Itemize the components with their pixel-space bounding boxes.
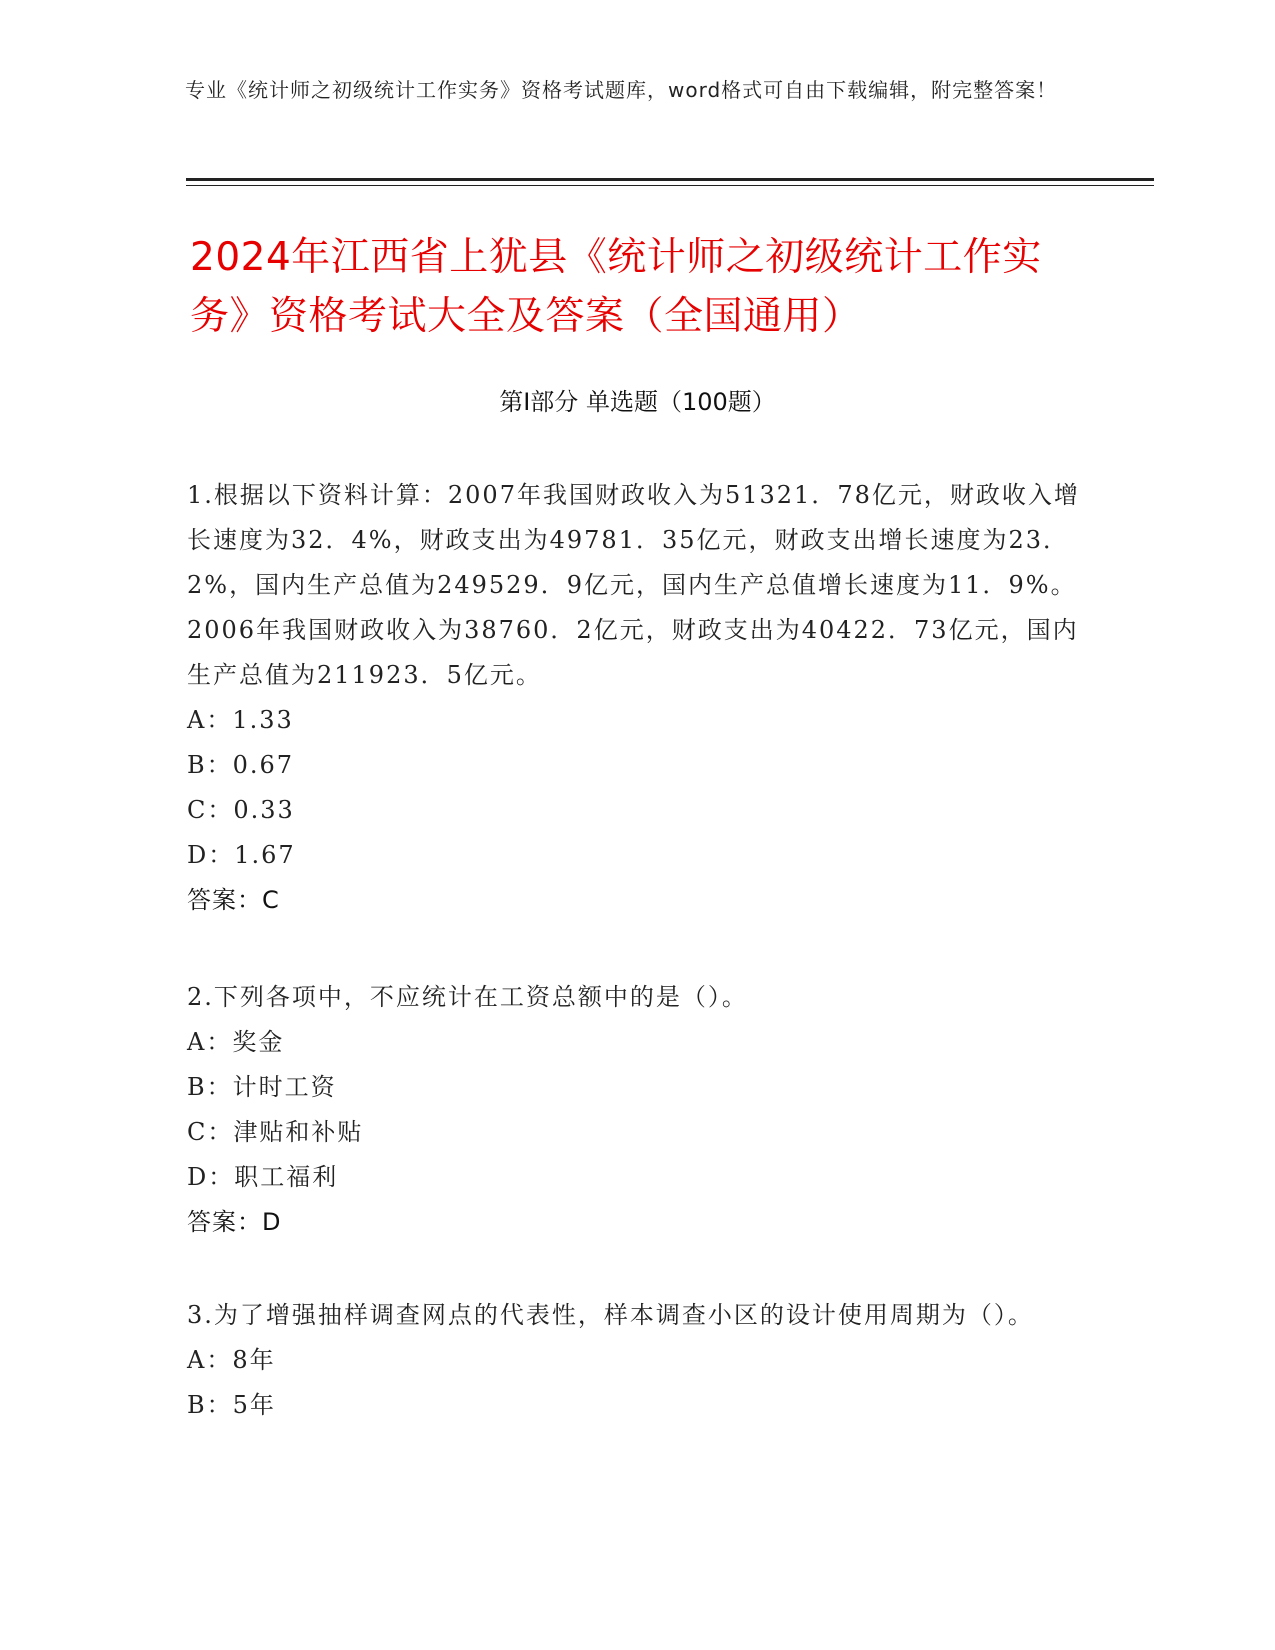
option-d: D：职工福利 bbox=[187, 1163, 339, 1191]
document-title: 2024年江西省上犹县《统计师之初级统计工作实务》资格考试大全及答案（全国通用） bbox=[190, 235, 1042, 339]
option-b: B：5年 bbox=[187, 1391, 276, 1419]
header-divider-thin bbox=[186, 185, 1154, 186]
question-text: 1.根据以下资料计算：2007年我国财政收入为51321．78亿元，财政收入增长速度为32．4%，财政支出为49781．35亿元，财政支出增长速度为23．2%，国内生产总值为249529．9亿元，国内生产总值增长速度为11．9%。2006年我国财政收入为38760．2亿元，财政支出为40422．73亿元，国内生产总值为211923．5亿元。 bbox=[187, 481, 1080, 689]
question-text: 3.为了增强抽样调查网点的代表性，样本调查小区的设计使用周期为（）。 bbox=[187, 1301, 1034, 1329]
option-c: C：0.33 bbox=[187, 796, 295, 824]
answer-label: 答案：D bbox=[187, 1208, 282, 1236]
question-block-2 bbox=[187, 975, 1087, 1245]
option-c: C：津贴和补贴 bbox=[187, 1118, 364, 1146]
option-a: A：奖金 bbox=[187, 1028, 285, 1056]
header-divider-thick bbox=[186, 178, 1154, 181]
option-b: B：计时工资 bbox=[187, 1073, 337, 1101]
question-text: 2.下列各项中，不应统计在工资总额中的是（）。 bbox=[187, 983, 748, 1011]
answer-label: 答案：C bbox=[187, 886, 280, 914]
option-a: A：1.33 bbox=[187, 706, 294, 734]
question-block-1 bbox=[187, 473, 1087, 923]
header-note: 专业《统计师之初级统计工作实务》资格考试题库，word格式可自由下载编辑，附完整答案！ bbox=[185, 78, 1058, 102]
option-a: A：8年 bbox=[187, 1346, 276, 1374]
question-block-3 bbox=[187, 1293, 1087, 1428]
section-heading: 第Ⅰ部分 单选题（100题） bbox=[499, 388, 776, 416]
option-b: B：0.67 bbox=[187, 751, 295, 779]
option-d: D：1.67 bbox=[187, 841, 296, 869]
